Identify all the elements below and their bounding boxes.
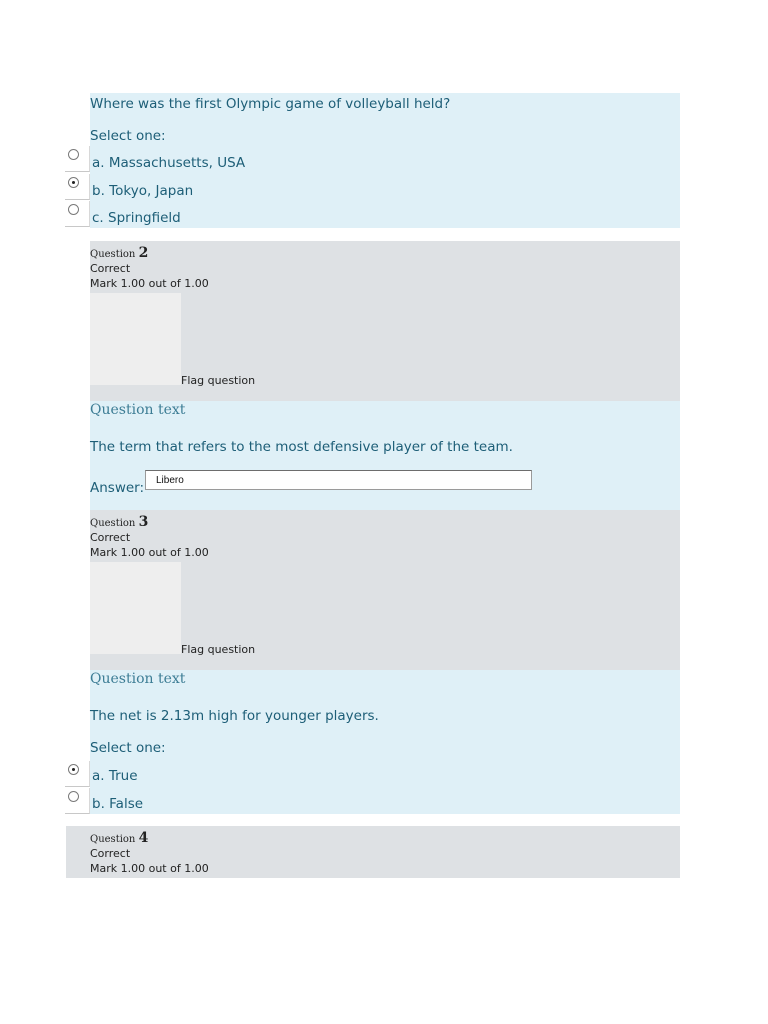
q3-question-text: The net is 2.13m high for younger players.	[90, 708, 379, 724]
q2-info	[90, 241, 680, 401]
q3-grade: Mark 1.00 out of 1.00	[90, 546, 209, 559]
q3-option-b-label[interactable]: b. False	[92, 796, 144, 812]
q2-flag-icon[interactable]	[90, 293, 181, 385]
q3-option-b-radio-cell	[65, 788, 90, 814]
q4-grade: Mark 1.00 out of 1.00	[90, 862, 209, 875]
q3-state: Correct	[90, 531, 131, 544]
q2-question-text-heading: Question text	[90, 402, 186, 418]
q3-select-one: Select one:	[90, 740, 166, 756]
q3-content	[90, 670, 680, 814]
q3-number	[90, 514, 148, 530]
q2-content	[90, 401, 680, 510]
q2-answer-field[interactable]: Libero	[145, 470, 532, 490]
q1-option-a-radio-cell	[65, 146, 90, 172]
q2-number-prefix: Question	[90, 249, 136, 260]
q1-option-a-radio[interactable]	[68, 149, 79, 160]
q2-number-value: 2	[138, 245, 149, 261]
q1-option-c-radio[interactable]	[68, 204, 79, 215]
q4-info-wide	[66, 826, 680, 878]
q1-option-b-radio-cell	[65, 174, 90, 200]
q1-option-c-label[interactable]: c. Springfield	[92, 210, 181, 226]
q1-option-c-radio-cell	[65, 201, 90, 227]
q2-grade: Mark 1.00 out of 1.00	[90, 277, 209, 290]
q3-info	[90, 510, 680, 670]
q3-option-b-radio[interactable]	[68, 791, 79, 802]
q3-option-a-radio[interactable]	[68, 764, 79, 775]
q4-number-value: 4	[138, 830, 149, 846]
q2-number	[90, 245, 148, 261]
q2-state: Correct	[90, 262, 131, 275]
q3-option-a-radio-cell	[65, 761, 90, 787]
q1-option-b-label[interactable]: b. Tokyo, Japan	[92, 183, 194, 199]
q2-question-text: The term that refers to the most defensive player of the team.	[90, 439, 513, 455]
q2-flag-question-link[interactable]: Flag question	[181, 374, 256, 387]
q3-flag-icon[interactable]	[90, 562, 181, 654]
q3-question-text-heading: Question text	[90, 671, 186, 687]
q3-number-value: 3	[138, 514, 149, 530]
q1-option-b-radio[interactable]	[68, 177, 79, 188]
q4-number	[90, 830, 148, 846]
q4-number-prefix: Question	[90, 834, 136, 845]
q3-flag-question-link[interactable]: Flag question	[181, 643, 256, 656]
q4-state: Correct	[90, 847, 131, 860]
q3-number-prefix: Question	[90, 518, 136, 529]
q1-option-a-label[interactable]: a. Massachusetts, USA	[92, 155, 246, 171]
q1-select-one: Select one:	[90, 128, 166, 144]
q3-option-a-label[interactable]: a. True	[92, 768, 138, 784]
q1-question-text: Where was the first Olympic game of volleyball held?	[90, 96, 451, 112]
q1-content	[90, 93, 680, 228]
q2-answer-label: Answer:	[90, 480, 145, 496]
